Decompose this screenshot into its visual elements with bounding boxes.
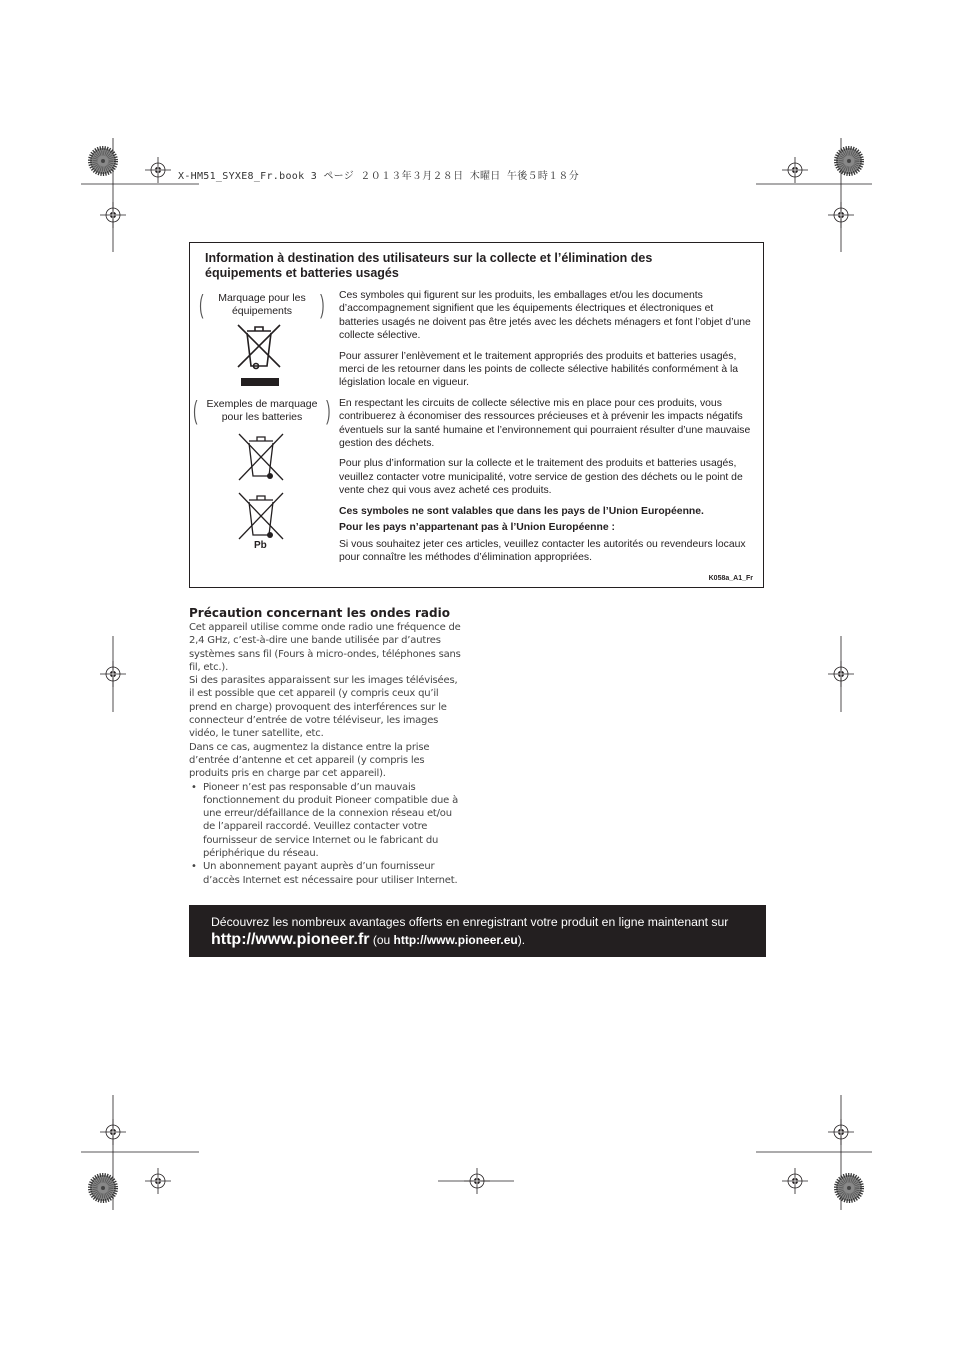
radio-paragraph-2: Si des parasites apparaissent sur les images télévisées, il est possible que cet appareil (y compris ceux qu’il prend en charge) provoquent des interférences sur le connecteur d’entrée de votre téléviseur, les images vidéo, le tuner satellite, etc.	[189, 675, 458, 740]
non-eu-heading: Pour les pays n’appartenant pas à l’Union Européenne :	[339, 522, 615, 534]
crossed-bin-battery-pb-icon	[236, 490, 286, 542]
crossed-bin-battery-icon	[236, 431, 286, 483]
equipment-marking-label: ( Marquage pour les équipements )	[199, 289, 325, 319]
disposal-info-title: Information à destination des utilisateurs sur la collecte et l’élimination des équipements et batteries usagés	[205, 251, 653, 280]
non-eu-text: Si vous souhaitez jeter ces articles, veuillez contacter les autorités ou revendeurs locaux pour connaître les méthodes d’élimination appropriées.	[339, 538, 746, 563]
registration-banner	[189, 905, 766, 957]
pioneer-eu-link[interactable]: http://www.pioneer.eu	[393, 933, 518, 947]
radio-paragraph-1: Cet appareil utilise comme onde radio une fréquence de 2,4 GHz, c’est-à-dire une bande utilisée par d’autres systèmes sans fil (Fours à micro-ondes, téléphones sans fil, etc.).	[189, 622, 461, 673]
radio-bullet-1: • Pioneer n’est pas responsable d’un mauvais fonctionnement du produit Pioneer compatible due à une erreur/défaillance de la connexion réseau et/ou de l’appareil raccordé. Veuillez contacter votre fournisseur de service Internet ou le fabricant du périphérique du réseau.	[189, 781, 464, 861]
disposal-info-box	[189, 242, 764, 588]
file-header-line: X-HM51_SYXE8_Fr.book 3 ページ ２０１３年３月２８日 木曜日 午後５時１８分	[178, 171, 580, 182]
info-paragraph-3: En respectant les circuits de collecte sélective mis en place pour ces produits, vous contribuerez à économiser des ressources précieuses et à prévenir les impacts négatifs éventuels sur la santé humaine et l’environnement qui pourraient résulter d’une mauvaise gestion des déchets.	[339, 397, 751, 450]
disposal-info-text	[339, 289, 751, 571]
banner-text: Découvrez les nombreux avantages offerts en enregistrant votre produit en ligne maintenant sur	[211, 915, 729, 929]
eu-only-note: Ces symboles ne sont valables que dans les pays de l’Union Européenne.	[339, 505, 704, 517]
radio-bullet-list	[189, 781, 464, 887]
radio-precaution-body	[189, 621, 464, 887]
banner-or-prefix: (ou	[369, 933, 394, 947]
pb-label: Pb	[254, 540, 267, 551]
banner-urls	[211, 930, 766, 950]
battery-marking-label: ( Exemples de marquage pour les batteries )	[193, 395, 331, 425]
banner-or-suffix: ).	[517, 933, 526, 947]
info-paragraph-1: Ces symboles qui figurent sur les produits, les emballages et/ou les documents d’accompagnement signifient que les équipements électriques et électroniques et batteries usagés ne doivent pas être jetés avec les déchets ménagers et font l’objet d’une collecte sélective.	[339, 290, 751, 342]
radio-precaution-title: Précaution concernant les ondes radio	[189, 606, 450, 620]
radio-paragraph-3: Dans ce cas, augmentez la distance entre la prise d’entrée d’antenne et cet appareil (y compris les produits pris en charge par cet appareil).	[189, 741, 430, 780]
info-paragraph-4: Pour plus d’information sur la collecte et le traitement des produits et batteries usagés, veuillez contacter votre municipalité, votre service de gestion des déchets ou le point de vente chez qui vous avez acheté ces produits.	[339, 458, 743, 497]
radio-bullet-2: • Un abonnement payant auprès d’un fournisseur d’accès Internet est nécessaire pour utiliser Internet.	[189, 860, 464, 887]
document-code: K058a_A1_Fr	[708, 575, 753, 582]
pioneer-fr-link[interactable]: http://www.pioneer.fr	[211, 931, 370, 948]
crossed-bin-with-bar-icon	[234, 321, 284, 389]
radio-precaution-section	[189, 606, 464, 887]
info-paragraph-2: Pour assurer l’enlèvement et le traitement appropriés des produits et batteries usagés, merci de les retourner dans les points de collecte sélective habilités conformément à la législation locale en vigueur.	[339, 350, 739, 389]
